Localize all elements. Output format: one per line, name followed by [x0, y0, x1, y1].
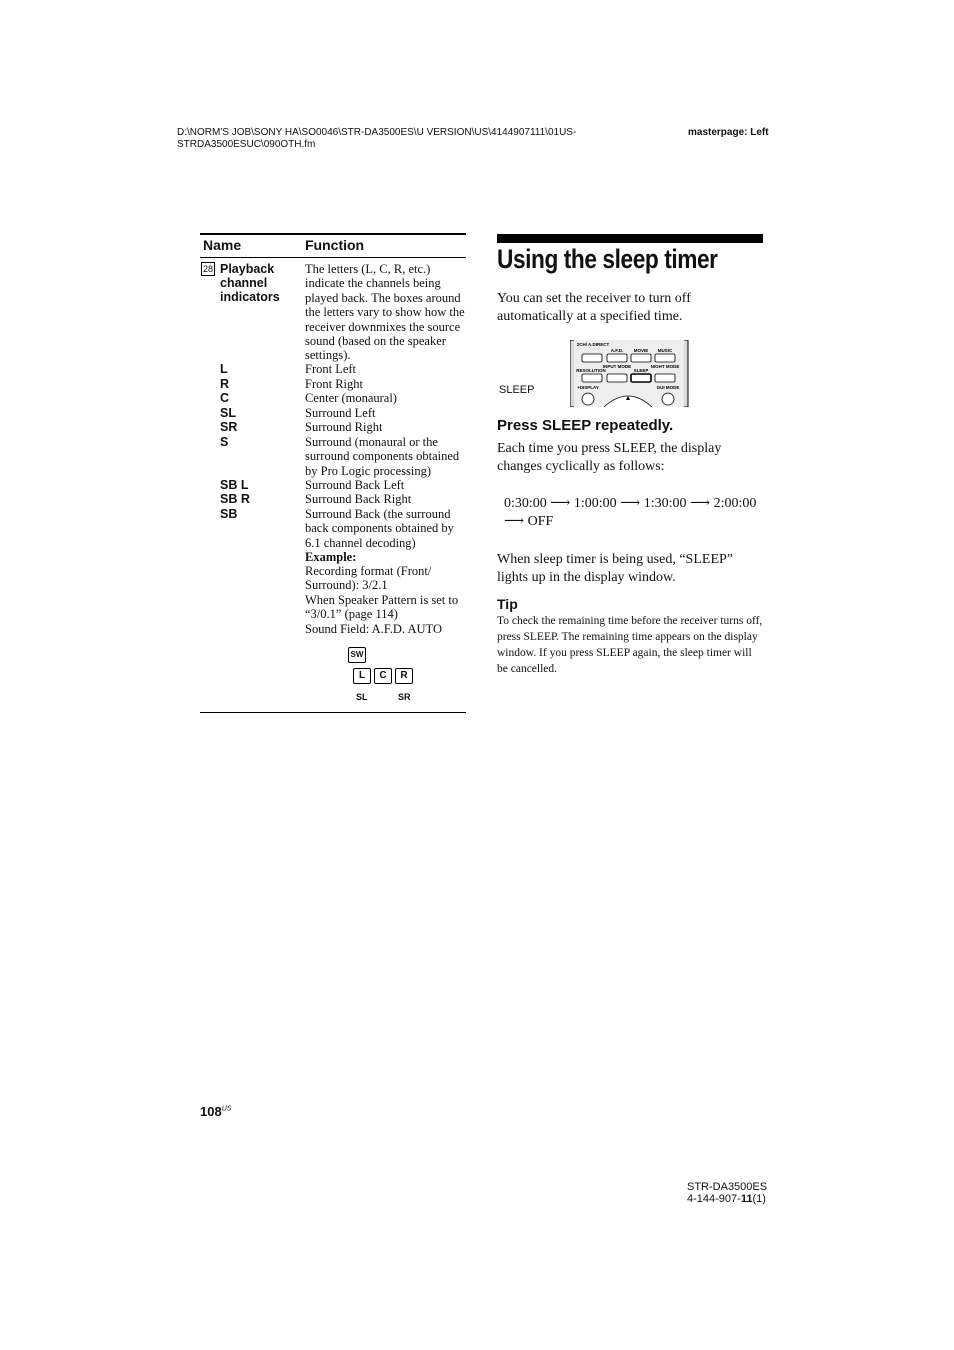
channel-desc-s: Surround (monaural or the surround components obtained by Pro Logic processing) — [305, 435, 460, 478]
page-number — [200, 1104, 231, 1119]
remote-label-display: +DISPLAY — [577, 385, 599, 390]
channel-code-l: L — [220, 362, 228, 376]
remote-control-illustration — [570, 340, 690, 407]
table-top-rule — [200, 233, 466, 235]
table-bottom-rule — [200, 712, 466, 713]
section-intro: You can set the receiver to turn off automatically at a specified time. — [497, 291, 691, 324]
channel-desc-sr: Surround Right — [305, 420, 383, 434]
remote-label-gui-mode: GUI MODE — [656, 385, 680, 390]
tip-heading: Tip — [497, 596, 518, 612]
remote-label-movie: MOVIE — [633, 348, 649, 353]
speaker-box-l: L — [353, 668, 371, 684]
column-header-name: Name — [203, 237, 242, 253]
file-path-line-2: STRDA3500ESUC\090OTH.fm — [177, 139, 316, 150]
channel-code-sl: SL — [220, 406, 236, 420]
column-header-function: Function — [305, 237, 365, 253]
remote-button-2ch — [582, 354, 602, 362]
item-name-line: indicators — [220, 290, 280, 304]
remote-label-resolution: RESOLUTION — [576, 368, 606, 373]
item-number-badge: 28 — [202, 264, 213, 274]
cycle-value: 1:00:00 — [573, 496, 617, 511]
document-code-suffix: (1) — [752, 1193, 766, 1205]
channel-desc-c: Center (monaural) — [305, 391, 397, 405]
channel-desc-sbl: Surround Back Left — [305, 478, 405, 492]
speaker-label-sl: SL — [356, 692, 368, 702]
example-recording-format: Recording format (Front/ Surround): 3/2.1 — [305, 564, 432, 593]
remote-button-display — [582, 393, 594, 405]
remote-button-night-mode — [655, 374, 675, 382]
example-sound-field: Sound Field: A.F.D. AUTO — [305, 622, 442, 636]
example-label: Example: — [305, 550, 357, 564]
arrow-right-icon: ⟶ — [504, 514, 525, 529]
indicator-table — [200, 233, 466, 713]
remote-button-afd — [607, 354, 627, 362]
item-description: The letters (L, C, R, etc.) indicate the channels being played back. The boxes around the letters vary to show how the receiver downmixes the source sound (based on the speaker settings). — [305, 262, 465, 363]
file-path-line-1: D:\NORM'S JOB\SONY HA\SO0046\STR-DA3500ES\U VERSION\US\4144907111\01US- — [177, 127, 577, 138]
channel-code-sbl: SB L — [220, 478, 249, 492]
sleep-callout-label: SLEEP — [499, 384, 535, 396]
remote-button-movie — [631, 354, 651, 362]
channel-desc-sb: Surround Back (the surround back components obtained by 6.1 channel decoding) — [305, 507, 454, 550]
section-title: Using the sleep timer — [497, 244, 718, 274]
masterpage-label: masterpage: Left — [688, 127, 769, 138]
channel-code-s: S — [220, 435, 229, 449]
remote-button-music — [655, 354, 675, 362]
sleep-indicator-note: When sleep timer is being used, “SLEEP” lights up in the display window. — [497, 552, 733, 585]
remote-button-gui-mode — [662, 393, 674, 405]
arrow-right-icon: ⟶ — [690, 496, 711, 511]
remote-label-input-mode: INPUT MODE — [602, 364, 632, 369]
arrow-right-icon: ⟶ — [550, 496, 571, 511]
channel-code-sbr: SB R — [220, 492, 250, 506]
channel-desc-r: Front Right — [305, 377, 363, 391]
cycle-value: OFF — [527, 514, 554, 529]
remote-label-night-mode: NIGHT MODE — [650, 364, 680, 369]
document-code — [687, 1193, 767, 1205]
remote-button-input-mode — [607, 374, 627, 382]
speaker-box-sw: SW — [348, 647, 366, 663]
speaker-box-r: R — [395, 668, 413, 684]
channel-code-sr: SR — [220, 420, 238, 434]
remote-label-sleep: SLEEP — [633, 368, 649, 373]
remote-label-afd: A.F.D. — [610, 348, 624, 353]
remote-button-sleep — [631, 374, 651, 382]
channel-code-sb: SB — [220, 507, 238, 521]
channel-desc-sl: Surround Left — [305, 406, 376, 420]
page-number-value: 108 — [200, 1104, 222, 1119]
speaker-label-sr: SR — [398, 692, 411, 702]
item-name — [220, 262, 280, 304]
channel-code-c: C — [220, 391, 230, 405]
sleep-time-cycle — [504, 495, 766, 531]
channel-code-r: R — [220, 377, 230, 391]
step-heading: Press SLEEP repeatedly. — [497, 417, 674, 434]
speaker-box-c: C — [374, 668, 392, 684]
remote-button-resolution — [582, 374, 602, 382]
model-footer — [687, 1181, 767, 1205]
tip-body: To check the remaining time before the receiver turns off, press SLEEP. The remaining time appears on the display window. If you press SLEEP again, the sleep timer will be cancelled. — [497, 615, 763, 675]
cycle-value: 1:30:00 — [643, 496, 687, 511]
arrow-right-icon: ⟶ — [620, 496, 641, 511]
channel-desc-sbr: Surround Back Right — [305, 492, 412, 506]
remote-label-music: MUSIC — [657, 348, 673, 353]
document-code-revision: 11 — [740, 1193, 753, 1205]
table-header-rule — [200, 257, 466, 258]
step-description: Each time you press SLEEP, the display changes cyclically as follows: — [497, 441, 722, 474]
channel-desc-l: Front Left — [305, 362, 357, 376]
page-number-suffix: US — [221, 1105, 232, 1113]
cycle-value: 0:30:00 — [504, 496, 547, 511]
file-path-header — [177, 127, 647, 151]
item-name-line: Playback — [220, 262, 275, 276]
cycle-value: 2:00:00 — [713, 496, 757, 511]
section-heading-bar — [497, 234, 763, 243]
example-speaker-pattern: When Speaker Pattern is set to “3/0.1” (page 114) — [305, 593, 459, 622]
model-number: STR-DA3500ES — [687, 1181, 768, 1193]
item-name-line: channel — [220, 276, 268, 290]
document-code-prefix: 4-144-907- — [687, 1193, 741, 1205]
remote-label-2ch: 2CH/ A.DIRECT — [576, 342, 610, 347]
